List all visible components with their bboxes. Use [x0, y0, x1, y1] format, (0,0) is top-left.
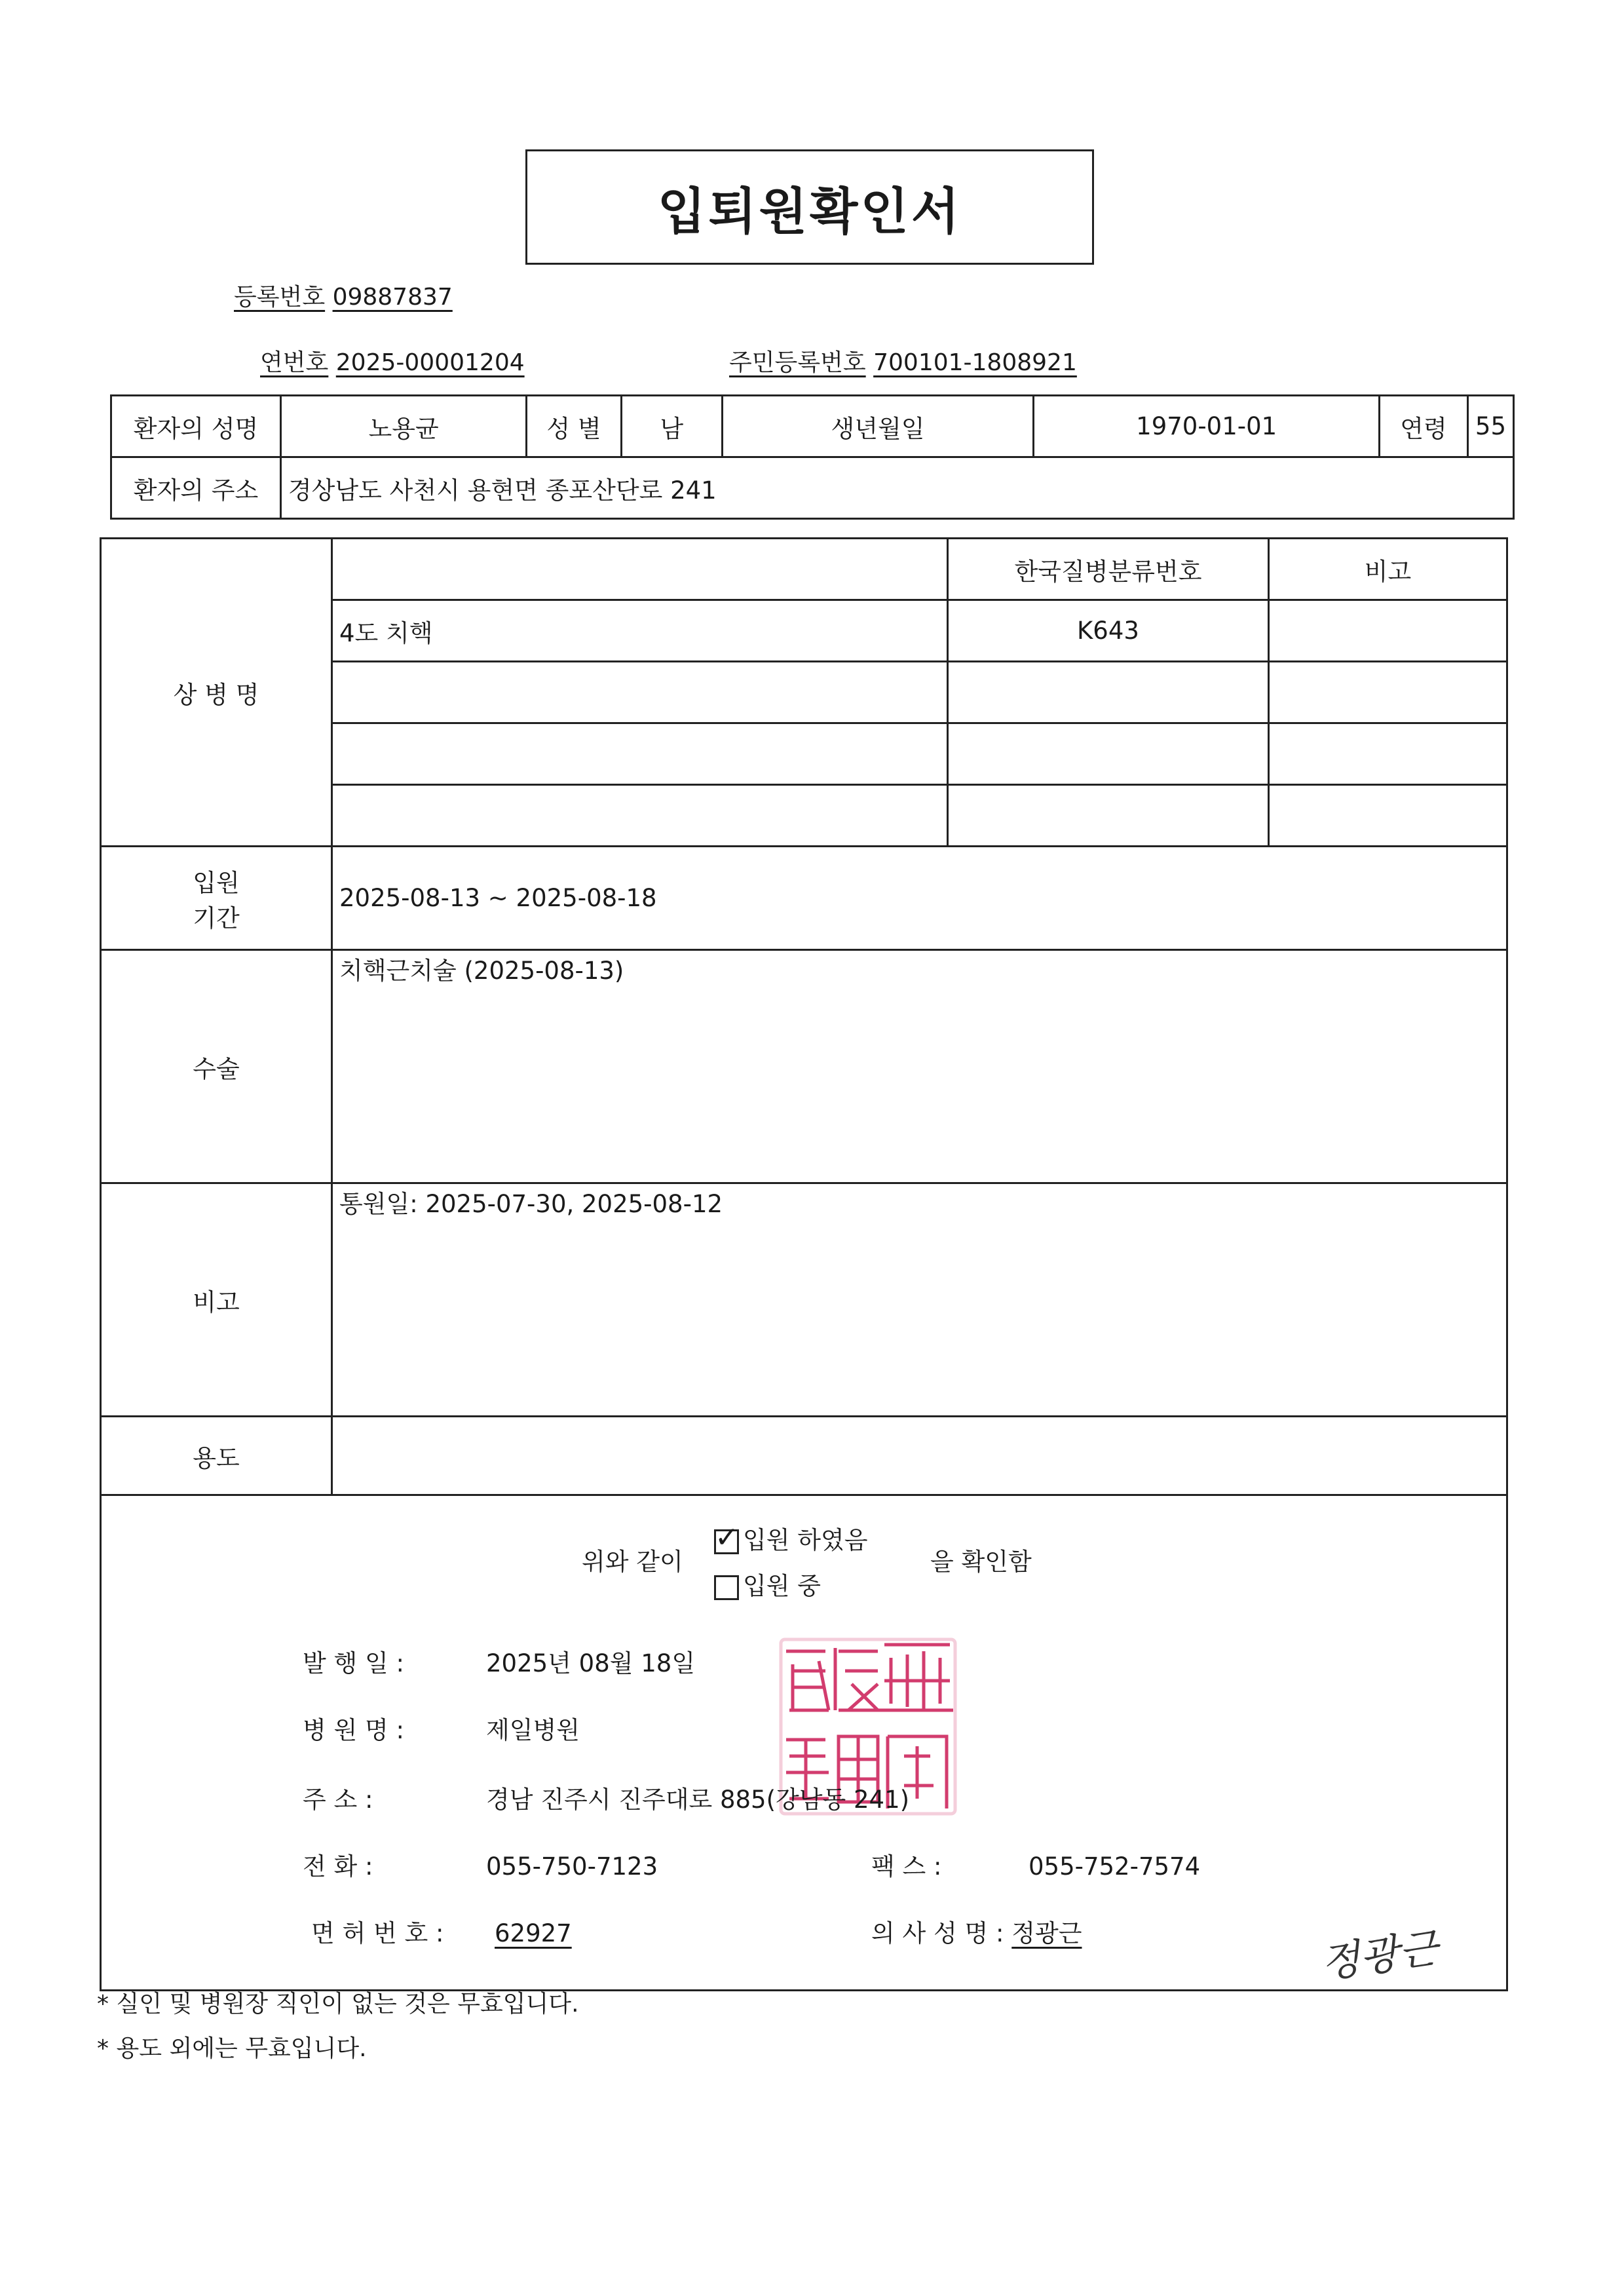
phone-number: 055-750-7123 [486, 1852, 658, 1881]
diagnosis-note [1269, 662, 1507, 723]
registration-number-label: 등록번호 [234, 284, 326, 311]
serial-number: 2025-00001204 [335, 349, 525, 376]
dob-label: 생년월일 [722, 396, 1033, 457]
doctor-name: 정광근 [1011, 1919, 1082, 1947]
doctor-line [871, 1913, 1082, 1949]
hospital-name: 제일병원 [486, 1716, 580, 1744]
diagnosis-code [948, 662, 1269, 723]
age-label: 연령 [1380, 396, 1468, 457]
surgery-text: 치핵근치술 (2025-08-13) [332, 950, 1507, 1183]
diagnosis-note-header: 비고 [1269, 539, 1507, 600]
confirm-suffix: 을 확인함 [930, 1548, 1032, 1576]
confirm-option-admitted[interactable] [714, 1520, 867, 1556]
admission-label-line1: 입원 [193, 868, 240, 897]
age-value: 55 [1467, 396, 1513, 457]
admission-period: 2025-08-13 ~ 2025-08-18 [332, 847, 1507, 950]
diagnosis-note [1269, 785, 1507, 847]
diagnosis-name [332, 662, 948, 723]
diagnosis-name: 4도 치핵 [332, 600, 948, 662]
confirm-prefix: 위와 같이 [582, 1548, 683, 1576]
fax-line [871, 1846, 1200, 1882]
document-title: 입퇴원확인서 [525, 149, 1094, 265]
issue-date-label: 발 행 일 : [303, 1649, 404, 1677]
admission-label-line2: 기간 [193, 904, 240, 932]
diagnosis-code [948, 723, 1269, 785]
patient-name-label: 환자의 성명 [111, 396, 281, 457]
inpatient-checkbox[interactable] [714, 1575, 739, 1600]
purpose-text [332, 1417, 1507, 1495]
license-line [311, 1913, 572, 1949]
patient-info-table [110, 394, 1515, 520]
resident-number-label: 주민등록번호 [729, 349, 866, 376]
resident-number-line [729, 344, 1077, 377]
issue-date-line [303, 1643, 695, 1679]
license-number: 62927 [495, 1919, 572, 1947]
hospital-name-label: 병 원 명 : [303, 1716, 404, 1744]
remarks-text: 통원일: 2025-07-30, 2025-08-12 [332, 1183, 1507, 1417]
fax-number: 055-752-7574 [1029, 1852, 1201, 1881]
diagnosis-note [1269, 600, 1507, 662]
diagnosis-section-label: 상 병 명 [101, 539, 332, 847]
hospital-address: 경남 진주시 진주대로 885(강남동 241) [486, 1786, 910, 1814]
registration-number-line [234, 278, 453, 312]
admission-period-label [101, 847, 332, 950]
hospital-address-label: 주 소 : [303, 1786, 373, 1814]
note-line-1: * 실인 및 병원장 직인이 없는 것은 무효입니다. [97, 1991, 579, 2018]
purpose-label: 용도 [101, 1417, 332, 1495]
diagnosis-note [1269, 723, 1507, 785]
confirm-option1-label: 입원 하였음 [743, 1526, 868, 1554]
doctor-label: 의 사 성 명 : [871, 1919, 1004, 1947]
phone-label: 전 화 : [303, 1852, 373, 1881]
sex-value: 남 [621, 396, 722, 457]
serial-number-line [260, 344, 525, 377]
note-line-2: * 용도 외에는 무효입니다. [97, 2035, 367, 2062]
registration-number: 09887837 [332, 284, 453, 311]
issue-date: 2025년 08월 18일 [486, 1649, 696, 1677]
fax-label: 팩 스 : [871, 1852, 942, 1881]
diagnosis-code [948, 785, 1269, 847]
admitted-checkbox[interactable] [714, 1520, 739, 1554]
doctor-signature: 정광근 [1317, 1923, 1441, 1988]
disease-code-header: 한국질병분류번호 [948, 539, 1269, 600]
diagnosis-name [332, 785, 948, 847]
hospital-name-line [303, 1710, 580, 1746]
confirm-option-inpatient[interactable] [714, 1566, 821, 1601]
remarks-label: 비고 [101, 1183, 332, 1417]
serial-number-label: 연번호 [260, 349, 329, 376]
resident-number: 700101-1808921 [873, 349, 1077, 376]
dob-value: 1970-01-01 [1034, 396, 1380, 457]
sex-label: 성 별 [527, 396, 621, 457]
patient-address-label: 환자의 주소 [111, 457, 281, 519]
diagnosis-header-blank [332, 539, 948, 600]
phone-line [303, 1846, 658, 1882]
diagnosis-name [332, 723, 948, 785]
license-label: 면 허 번 호 : [311, 1919, 444, 1947]
hospital-address-line [303, 1780, 909, 1815]
confirm-option2-label: 입원 중 [743, 1572, 821, 1600]
diagnosis-code: K643 [948, 600, 1269, 662]
surgery-label: 수술 [101, 950, 332, 1183]
check-icon: ✓ [715, 1520, 739, 1554]
patient-name: 노용균 [280, 396, 526, 457]
patient-address: 경상남도 사천시 용현면 종포산단로 241 [280, 457, 1513, 519]
